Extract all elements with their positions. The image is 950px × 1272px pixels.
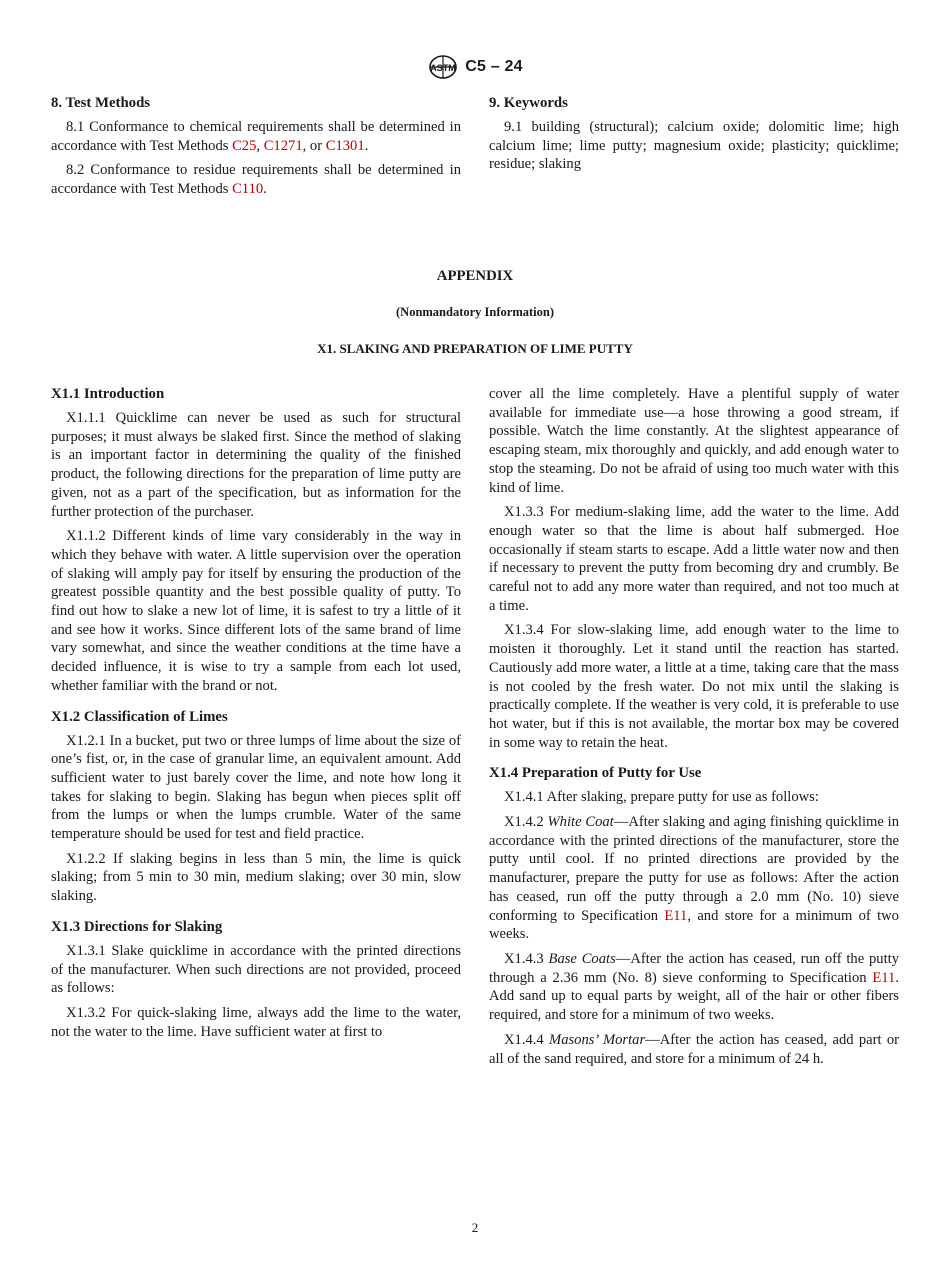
c1271-link[interactable]: C1271	[263, 137, 303, 154]
x1-3-3: X1.3.3 For medium-slaking lime, add the water to the lime. Add enough water so that the lime is about half submerged. Hoe occasionally if steam starts to escape. Add a little water now and then if necessary to prevent the putty from becoming dry and crumbly. Be careful not to add any more water than required, and not too much at a time.	[489, 504, 899, 614]
section-8-heading: 8. Test Methods	[51, 95, 151, 111]
astm-logo-icon	[427, 53, 459, 81]
section-8-1: 8.1 Conformance to chemical requirements shall be determined in accordance with Test Methods C25, C1271, or C1301.	[51, 119, 461, 154]
svg-text:ASTM: ASTM	[430, 63, 457, 73]
section-8	[51, 94, 461, 205]
section-8-2: 8.2 Conformance to residue requirements shall be determined in accordance with Test Methods C110.	[51, 162, 461, 198]
x1-1-heading: X1.1 Introduction	[51, 386, 165, 402]
c1301-link[interactable]: C1301	[325, 137, 365, 154]
page-number: 2	[471, 1220, 479, 1235]
x1-4-1: X1.4.1 After slaking, prepare putty for use as follows:	[504, 789, 819, 806]
section-9-heading: 9. Keywords	[489, 95, 568, 111]
c25-link[interactable]: C25	[232, 137, 257, 154]
e11-link[interactable]: E11	[664, 907, 688, 924]
x1-2-1: X1.2.1 In a bucket, put two or three lumps of lime about the size of one’s fist, or, in the case of granular lime, an equivalent amount. Add sufficient water to just barely cover the lime, and note how long it takes for slaking to begin. Slaking has begun when pieces split off from the lumps or when the lumps crumble. Water of the same temperature should be used for test and field practice.	[51, 732, 461, 843]
x1-3-heading: X1.3 Directions for Slaking	[51, 918, 223, 935]
x1-4-heading: X1.4 Preparation of Putty for Use	[489, 765, 702, 782]
x1-3-4: X1.3.4 For slow-slaking lime, add enough water to the lime to moisten it thoroughly. Let it stand until the reaction has started. Cautiously add more water, a little at a time, taking care that the mass is not cooled by the fresh water. Do not mix until the slaking is practically complete. If the weather is very cold, it is preferable to use hot water, but if this is not available, the mortar box may be covered in some way to retain the heat.	[489, 622, 899, 751]
appendix-section-title: X1. SLAKING AND PREPARATION OF LIME PUTTY	[317, 341, 633, 356]
x1-3-2-part2: cover all the lime completely. Have a plentiful supply of water available for immediate use—a hose throwing a good stream, if possible. Watch the lime constantly. At the slightest appearance of escaping steam, mix thoroughly and quickly, and add enough water to stop the steaming. Do not be afraid of using too much water with this kind of lime.	[489, 386, 899, 496]
section-9-1: 9.1 building (structural); calcium oxide; dolomitic lime; high calcium lime; lime putty; magnesium oxide; plasticity; quicklime; residue; slaking	[489, 119, 899, 173]
page-header	[0, 53, 950, 86]
appendix-title: APPENDIX	[436, 268, 514, 284]
x1-2-heading: X1.2 Classification of Limes	[51, 708, 228, 725]
x1-4-2: X1.4.2 White Coat—After slaking and aging finishing quicklime in accordance with the printed directions of the manufacturer, store the putty until cool. If no printed directions are provided by the manufacturer, prepare the putty for use as follows: After the action has ceased, run off the putty through a 2.0 mm (No. 10) sieve conforming to Specification E11, and store for a minimum of two weeks.	[489, 814, 899, 943]
x1-2-2: X1.2.2 If slaking begins in less than 5 min, the lime is quick slaking; from 5 min to 30 min, medium slaking; over 30 min, slow slaking.	[51, 850, 461, 905]
c110-link[interactable]: C110	[232, 181, 264, 198]
section-9	[489, 94, 899, 180]
x1-1-2: X1.1.2 Different kinds of lime vary considerably in the way in which they behave with water. A little supervision over the operation of slaking will amply pay for itself by ensuring the production of the greatest possible quantity and the best possible quality of putty. To find out how to slake a new lot of lime, it is safest to try a little of it and see how it works. Since different lots of the same brand of lime vary somewhat, and since the weather conditions at the time have a decided influence, it is wise to try a sample from each lot used, whether familiar with the brand or not.	[51, 528, 461, 694]
e11-link[interactable]: E11	[872, 969, 896, 986]
x1-4-3: X1.4.3 Base Coats—After the action has ceased, run off the putty through a 2.36 mm (No. 8) sieve conforming to Specification E11. Add sand up to equal parts by weight, all of the hair or other fibers required, and store for a minimum of two weeks.	[489, 950, 899, 1024]
appendix-subtitle: (Nonmandatory Information)	[396, 305, 554, 319]
document-code: C5 – 24	[465, 58, 523, 75]
x1-1-1: X1.1.1 Quicklime can never be used as such for structural purposes; it must always be slaked first. Since the method of slaking is an important factor in determining the quality of the finished product, the following directions for the preparation of lime putty are given, not as a part of the specification, but as information for the further protection of the purchaser.	[51, 410, 461, 520]
appendix-left-column	[51, 385, 461, 1047]
x1-3-1: X1.3.1 Slake quicklime in accordance with the printed directions of the manufacturer. When such directions are not provided, proceed as follows:	[51, 942, 461, 997]
x1-4-4: X1.4.4 Masons’ Mortar—After the action has ceased, add part or all of the sand required, and store for a minimum of 24 h.	[489, 1031, 899, 1067]
appendix-right-column	[489, 385, 899, 1074]
x1-3-2-part1: X1.3.2 For quick-slaking lime, always add the lime to the water, not the water to the lime. Have sufficient water at first to	[51, 1004, 461, 1040]
